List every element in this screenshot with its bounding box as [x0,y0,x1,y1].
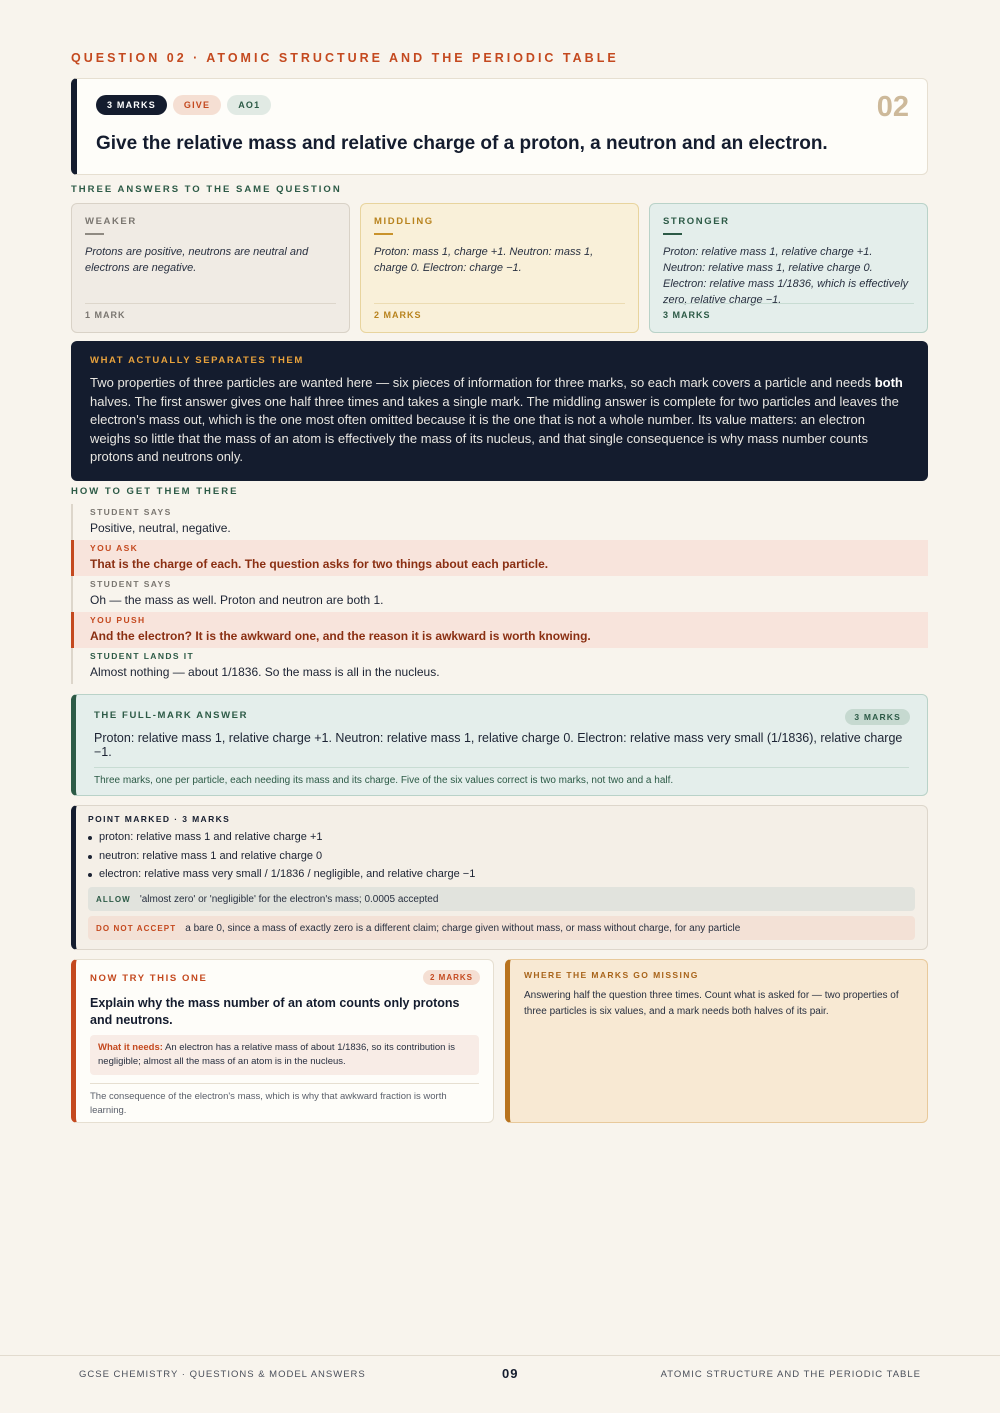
point-marked-card [71,805,928,950]
answer-title-underline [663,233,682,235]
try-this-foot: The consequence of the electron's mass, which is why that awkward fraction is worth learning. [90,1083,479,1118]
turn-label: YOU ASK [90,543,139,553]
marks-missing-card [505,959,928,1123]
question-chips [96,95,271,115]
point-item: proton: relative mass 1 and relative charge +1 [88,828,915,847]
allow-tag: ALLOW [96,894,131,904]
full-mark-text: Proton: relative mass 1, relative charge +1. Neutron: relative mass 1, relative charge 0. Electron: relative mass very small (1/1836), relative charge −1. [94,731,903,759]
try-this-question: Explain why the mass number of an atom counts only protons and neutrons. [90,996,460,1027]
dialog [71,504,928,684]
objective-chip: AO1 [227,95,271,115]
do-not-accept-tag: DO NOT ACCEPT [96,923,177,933]
needs-label: What it needs: [98,1042,163,1053]
marks-chip: 3 MARKS [96,95,167,115]
point-marked-title: POINT MARKED · 3 MARKS [88,814,231,824]
dialog-turn-teacher [71,540,928,576]
answer-marks: 2 MARKS [374,303,625,320]
answer-title-underline [85,233,104,235]
separates-bold: both [874,375,903,390]
answer-text: Protons are positive, neutrons are neutral and electrons are negative. [85,246,309,274]
question-number: 02 [876,91,909,123]
separates-card [71,341,928,481]
do-not-accept-row [88,916,915,940]
answer-title: MIDDLING [374,216,434,227]
question-card [71,78,928,175]
footer-page-number: 09 [502,1366,519,1381]
try-this-needs: What it needs: An electron has a relative mass of about 1/1836, so its contribution is negligible; almost all the mass of an atom is in the nucleus. [90,1035,479,1075]
answer-text: Proton: relative mass 1, relative charge +1. Neutron: relative mass 1, relative charge 0. Electron: relative mass 1/1836, which is effectively zero, relative charge −1. [663,246,909,306]
page-footer [0,1355,1000,1413]
separates-title: WHAT ACTUALLY SEPARATES THEM [90,355,304,366]
turn-text: And the electron? It is the awkward one, and the reason it is awkward is worth knowing. [90,629,591,643]
answer-card-weaker [71,203,350,333]
dialog-turn-student [71,576,928,612]
footer-book-title: GCSE CHEMISTRY · QUESTIONS & MODEL ANSWERS [79,1369,366,1380]
question-text: Give the relative mass and relative charge of a proton, a neutron and an electron. [96,133,828,154]
marks-missing-text: Answering half the question three times. Count what is asked for — two properties of three particles is six values, and a mark needs both halves of its pair. [524,990,899,1017]
turn-text: Almost nothing — about 1/1836. So the mass is all in the nucleus. [90,665,440,679]
try-this-card [71,959,494,1123]
answer-marks: 1 MARK [85,303,336,320]
separates-text: Two properties of three particles are wanted here — six pieces of information for three marks, so each mark covers a particle and needs both halves. The first answer gives one half three times and takes a single mark. The middling answer is complete for two particles and leaves the electron's mass out, which is the one most often omitted because it is the one that is not a whole number. Its value matters: an electron weighs so little that the mass of an atom is effectively the mass of its nucleus, and that single consequence is why mass number counts protons and neutrons only. [90,375,903,465]
full-mark-chip: 3 MARKS [845,709,910,725]
dialog-turn-student-lands [71,648,928,684]
answer-card-middling [360,203,639,333]
allow-row [88,887,915,911]
full-mark-card [71,694,928,796]
marks-missing-title: WHERE THE MARKS GO MISSING [524,970,699,980]
turn-text: That is the charge of each. The question asks for two things about each particle. [90,557,549,571]
command-word-chip: GIVE [173,95,221,115]
try-this-marks-chip: 2 MARKS [423,970,480,985]
turn-label: STUDENT SAYS [90,507,172,517]
turn-label: STUDENT SAYS [90,579,172,589]
answer-title: STRONGER [663,216,730,227]
answer-title-underline [374,233,393,235]
dialog-turn-teacher [71,612,928,648]
try-this-title: NOW TRY THIS ONE [90,973,208,984]
answer-marks: 3 MARKS [663,303,914,320]
answer-card-stronger [649,203,928,333]
answer-text: Proton: mass 1, charge +1. Neutron: mass 1, charge 0. Electron: charge −1. [374,246,594,274]
turn-text: Positive, neutral, negative. [90,521,231,535]
question-header: QUESTION 02 · ATOMIC STRUCTURE AND THE PERIODIC TABLE [71,51,619,65]
full-mark-note: Three marks, one per particle, each needing its mass and its charge. Five of the six values correct is two marks, not two and a half. [94,767,909,786]
do-not-accept-text: a bare 0, since a mass of exactly zero is a different claim; charge given without mass, or mass without charge, for any particle [185,922,741,934]
dialog-turn-student [71,504,928,540]
point-list [88,828,915,884]
turn-text: Oh — the mass as well. Proton and neutron are both 1. [90,593,384,607]
footer-chapter-title: ATOMIC STRUCTURE AND THE PERIODIC TABLE [660,1369,921,1380]
answers-section-label: THREE ANSWERS TO THE SAME QUESTION [71,184,342,195]
full-mark-title: THE FULL-MARK ANSWER [94,710,249,721]
turn-label: STUDENT LANDS IT [90,651,195,661]
dialog-section-label: HOW TO GET THEM THERE [71,486,239,497]
turn-label: YOU PUSH [90,615,146,625]
allow-text: 'almost zero' or 'negligible' for the electron's mass; 0.0005 accepted [139,893,439,905]
answer-title: WEAKER [85,216,137,227]
point-item: neutron: relative mass 1 and relative charge 0 [88,847,915,866]
point-item: electron: relative mass very small / 1/1836 / negligible, and relative charge −1 [88,865,915,884]
